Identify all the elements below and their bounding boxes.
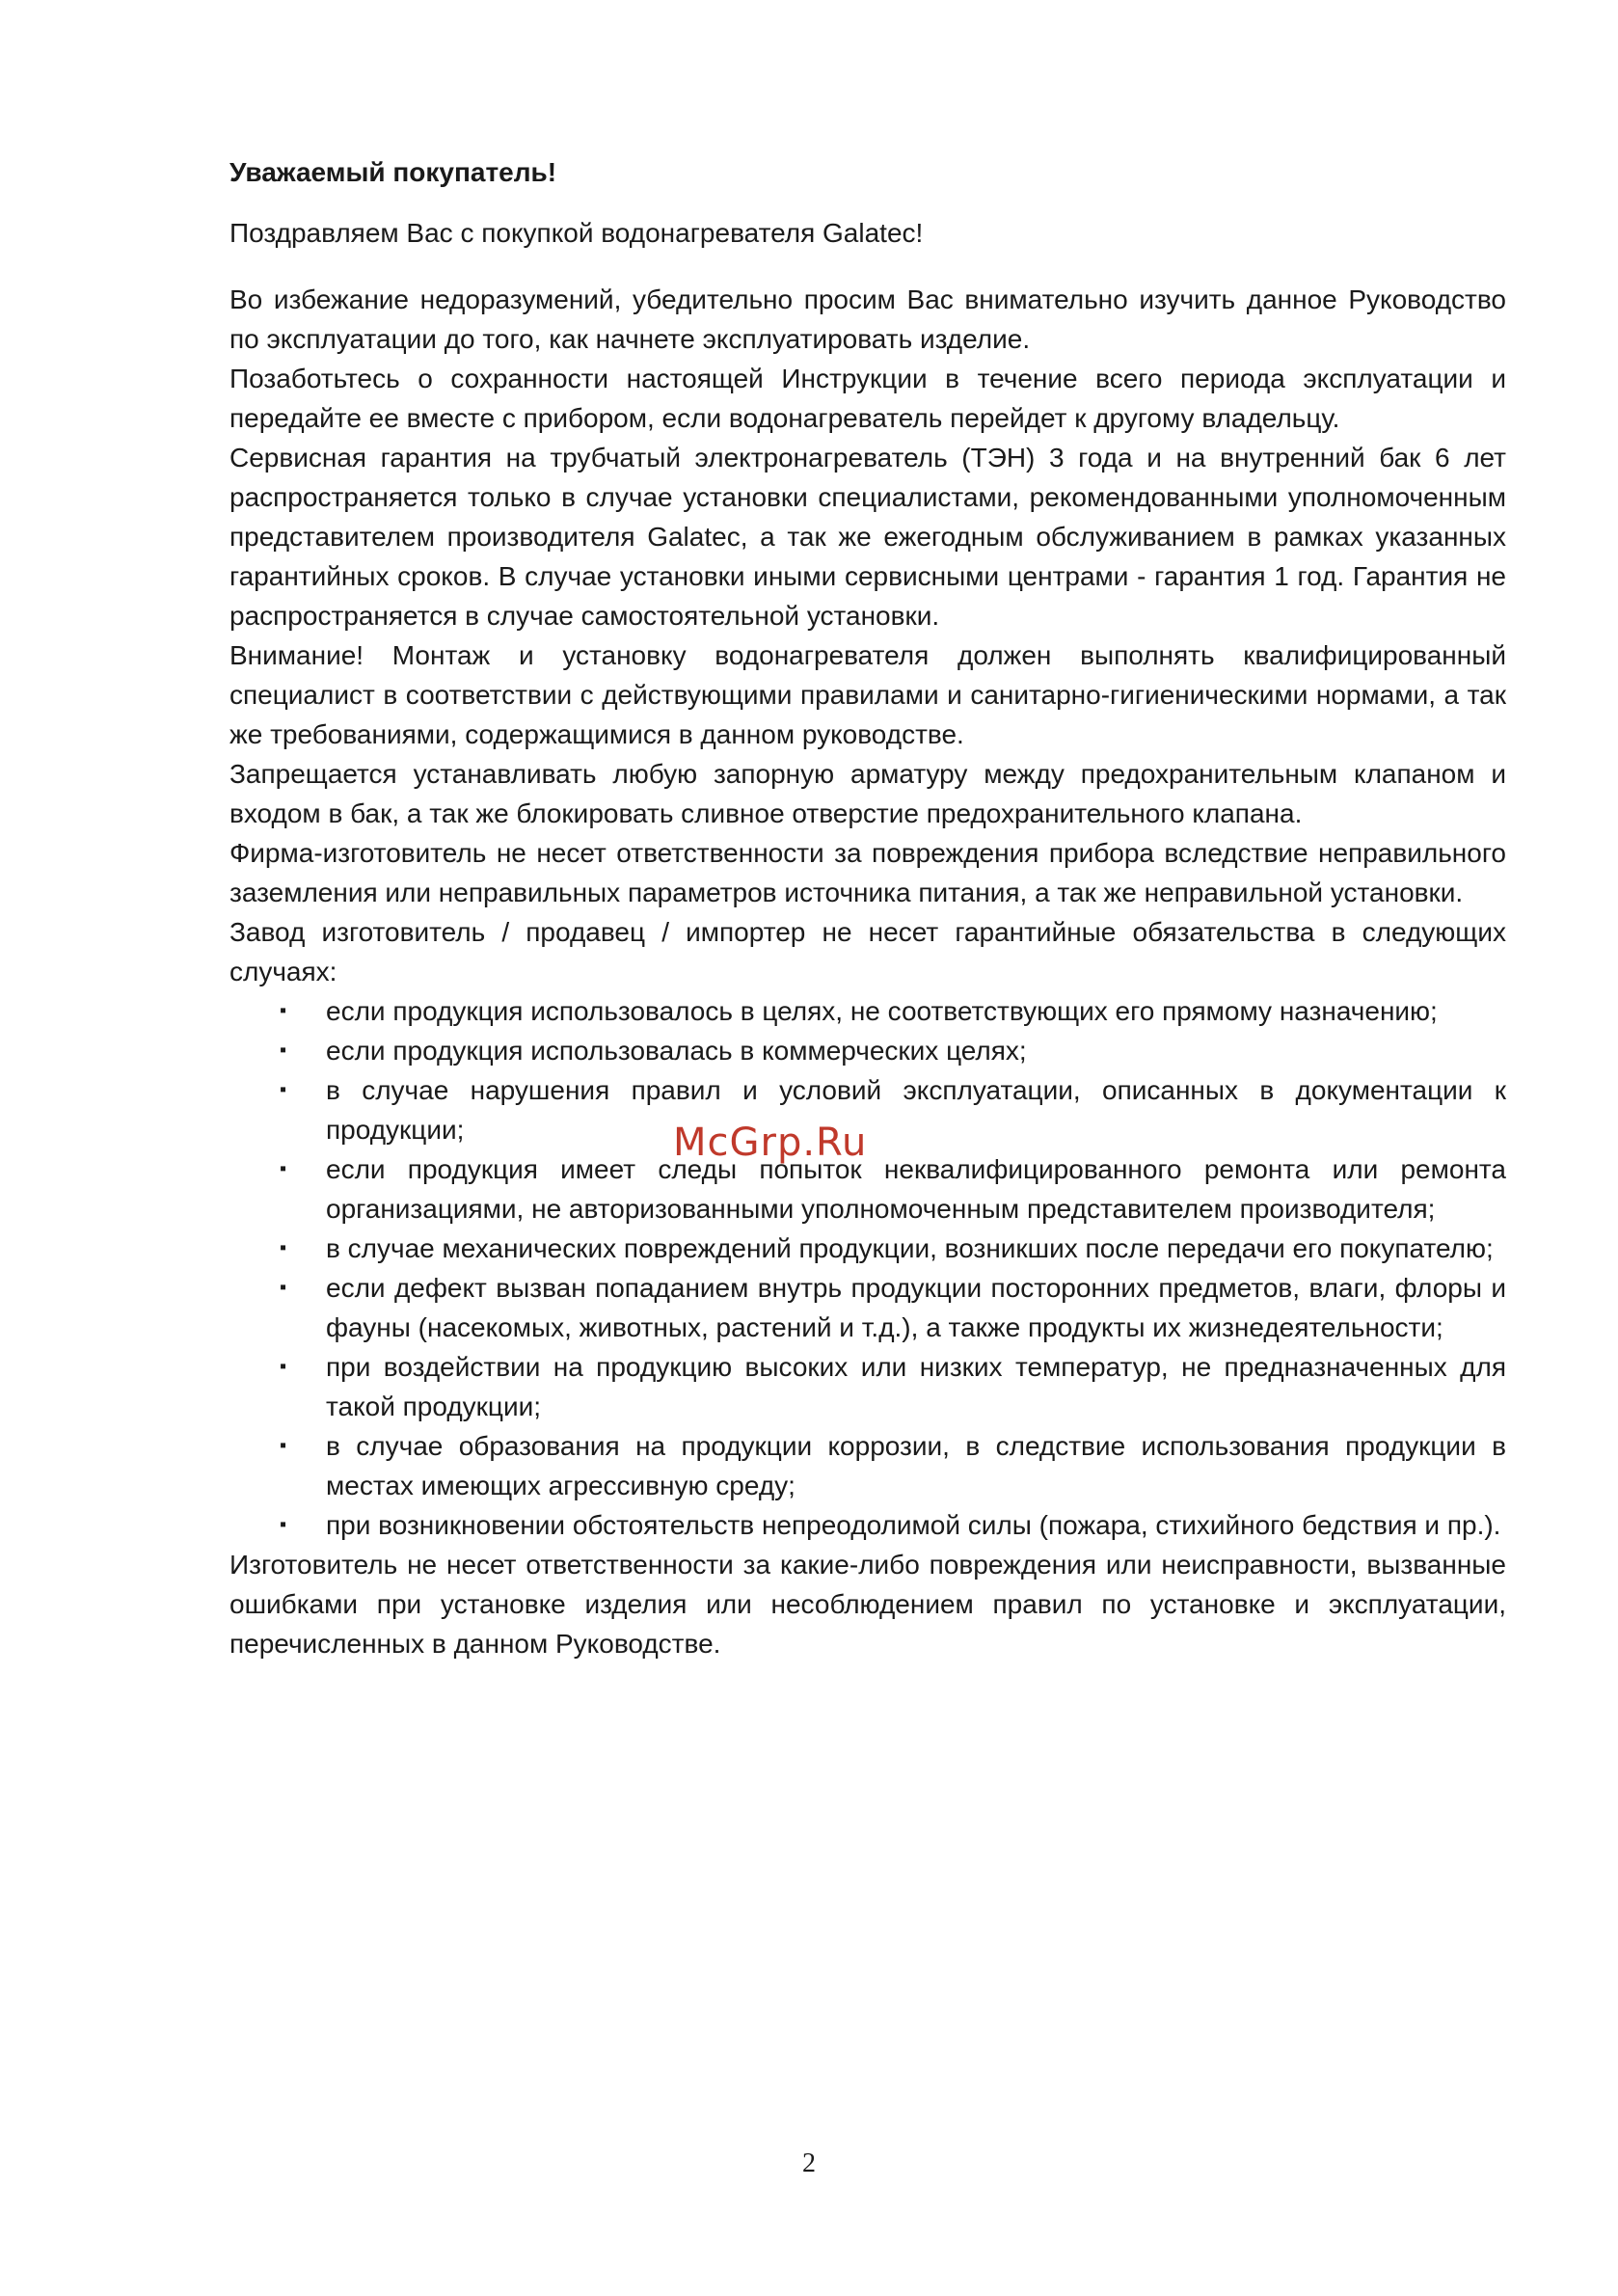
list-item-text: если продукция использовалась в коммерческих целях; xyxy=(326,1036,1027,1066)
greeting-heading: Уважаемый покупатель! xyxy=(229,157,557,187)
bullet-icon: ▪ xyxy=(280,1356,287,1377)
list-item xyxy=(229,991,1506,1031)
paragraph-warranty-exclusions-intro: Завод изготовитель / продавец / импортер не несет гарантийные обязательства в следующих случаях: xyxy=(229,917,1506,986)
paragraph-service-warranty: Сервисная гарантия на трубчатый электронагреватель (ТЭН) 3 года и на внутренний бак 6 лет распространяется только в случае установки специалистами, рекомендованными уполномоченным представителем производителя Galatec, а так же ежегодным обслуживанием в рамках указанных гарантийных сроков. В случае установки иными сервисными центрами - гарантия 1 год. Гарантия не распространяется в случае самостоятельной установки. xyxy=(229,443,1506,631)
congrats-text: Поздравляем Вас с покупкой водонагревателя Galatec! xyxy=(229,218,924,248)
bullet-icon: ▪ xyxy=(280,1158,287,1179)
paragraph-keep-manual: Позаботьтесь о сохранности настоящей Инструкции в течение всего периода эксплуатации и передайте ее вместе с прибором, если водонагреватель перейдет к другому владельцу. xyxy=(229,364,1506,433)
document-body xyxy=(229,152,1506,1663)
list-item-text: если продукция имеет следы попыток неквалифицированного ремонта или ремонта организациями, не авторизованными уполномоченным представителем производителя; xyxy=(326,1154,1506,1224)
bullet-icon: ▪ xyxy=(280,1514,287,1535)
bullet-icon: ▪ xyxy=(280,1277,287,1298)
list-item xyxy=(229,1347,1506,1426)
list-item-text: если продукция использовалось в целях, не соответствующих его прямому назначению; xyxy=(326,996,1438,1026)
paragraph-installation-warning: Внимание! Монтаж и установку водонагревателя должен выполнять квалифицированный специалист в соответствии с действующими правилами и санитарно-гигиеническими нормами, а так же требованиями, содержащимися в данном руководстве. xyxy=(229,640,1506,749)
watermark-logo: McGrp.Ru xyxy=(673,1121,868,1165)
bullet-icon: ▪ xyxy=(280,1040,287,1061)
list-item-text: в случае механических повреждений продукции, возникших после передачи его покупателю; xyxy=(326,1233,1494,1263)
list-item-text: в случае нарушения правил и условий эксплуатации, описанных в документации к продукции; xyxy=(326,1075,1506,1145)
list-item-text: при воздействии на продукцию высоких или низких температур, не предназначенных для такой продукции; xyxy=(326,1352,1506,1421)
list-item xyxy=(229,1426,1506,1505)
list-item-text: если дефект вызван попаданием внутрь продукции посторонних предметов, влаги, флоры и фауны (насекомых, животных, растений и т.д.), а также продукты их жизнедеятельности; xyxy=(326,1273,1506,1342)
list-item xyxy=(229,1268,1506,1347)
bullet-icon: ▪ xyxy=(280,1000,287,1021)
paragraph-avoid-misunderstanding: Во избежание недоразумений, убедительно просим Вас внимательно изучить данное Руководство по эксплуатации до того, как начнете эксплуатировать изделие. xyxy=(229,284,1506,354)
paragraph-manufacturer-liability: Фирма-изготовитель не несет ответственности за повреждения прибора вследствие неправильного заземления или неправильных параметров источника питания, а так же неправильной установки. xyxy=(229,838,1506,907)
warranty-exclusions-list xyxy=(229,991,1506,1545)
list-item xyxy=(229,1229,1506,1268)
bullet-icon: ▪ xyxy=(280,1237,287,1258)
bullet-icon: ▪ xyxy=(280,1079,287,1100)
paragraph-shutoff-prohibition: Запрещается устанавливать любую запорную арматуру между предохранительным клапаном и входом в бак, а так же блокировать сливное отверстие предохранительного клапана. xyxy=(229,759,1506,828)
list-item xyxy=(229,1031,1506,1070)
list-item xyxy=(229,1070,1506,1149)
page-number: 2 xyxy=(802,2148,816,2178)
bullet-icon: ▪ xyxy=(280,1435,287,1456)
list-item-text: при возникновении обстоятельств непреодолимой силы (пожара, стихийного бедствия и пр.). xyxy=(326,1510,1501,1540)
list-item xyxy=(229,1505,1506,1545)
list-item-text: в случае образования на продукции коррозии, в следствие использования продукции в местах имеющих агрессивную среду; xyxy=(326,1431,1506,1500)
paragraph-closing-liability: Изготовитель не несет ответственности за какие-либо повреждения или неисправности, вызванные ошибками при установке изделия или несоблюдением правил по установке и эксплуатации, перечисленных в данном Руководстве. xyxy=(229,1550,1506,1659)
list-item xyxy=(229,1149,1506,1229)
